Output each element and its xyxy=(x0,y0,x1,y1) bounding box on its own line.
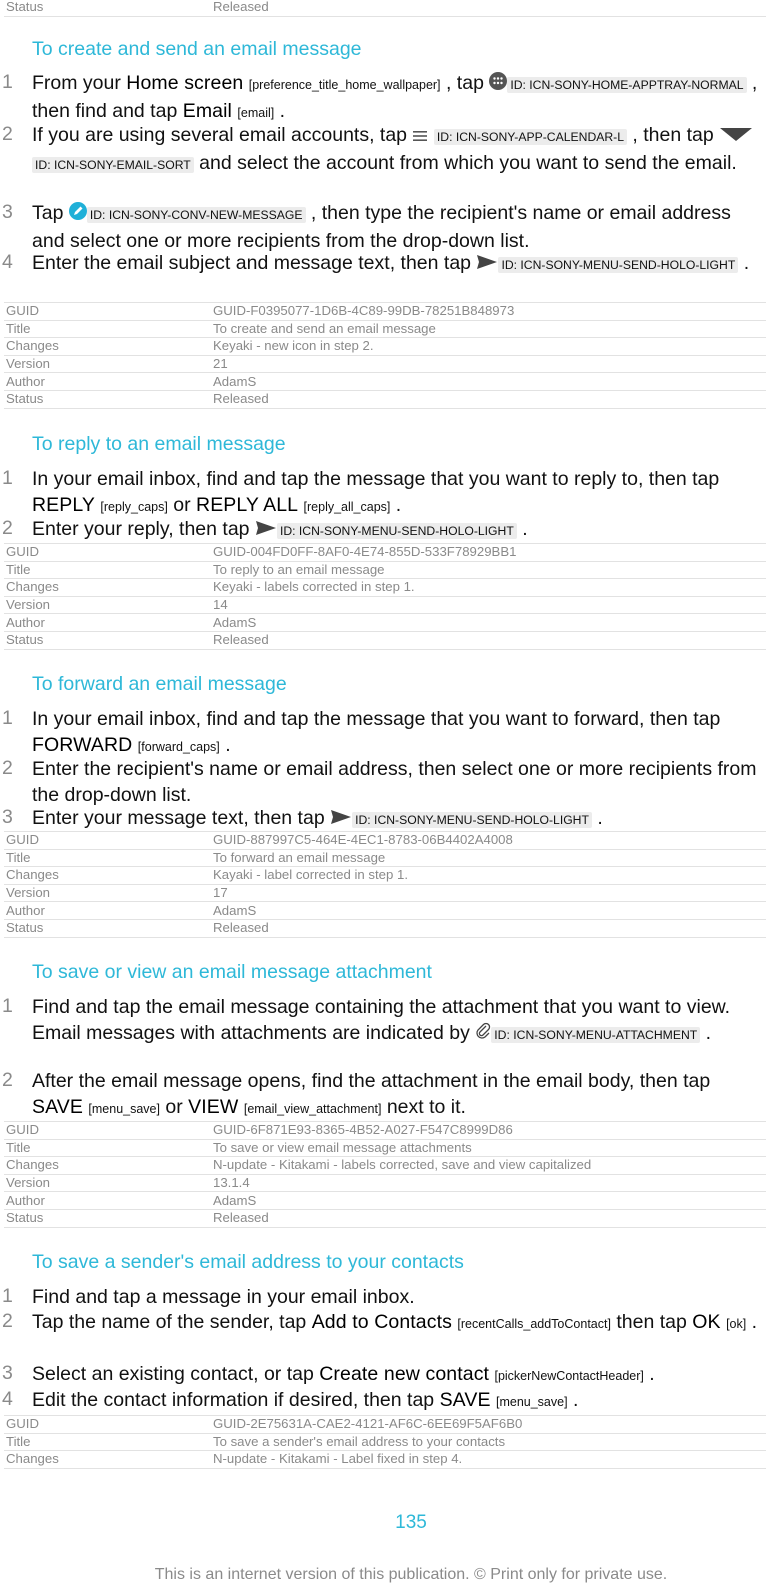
meta-key: Version xyxy=(4,884,211,902)
meta-row xyxy=(4,1174,766,1192)
meta-key: Changes xyxy=(4,579,211,597)
meta-value: 13.1.4 xyxy=(211,1174,766,1192)
ui-label: FORWARD xyxy=(32,734,133,756)
ui-label: VIEW xyxy=(188,1096,239,1118)
meta-value: AdamS xyxy=(211,1192,766,1210)
meta-value: AdamS xyxy=(211,373,766,391)
ui-label: OK xyxy=(692,1311,721,1333)
step-text: If you are using several email accounts, tap ID: ICN-SONY-APP-CALENDAR-L , then tap ID: ICN-SONY-EMAIL-SORT and select the account from which you want to send the email. xyxy=(32,122,766,178)
meta-row xyxy=(4,1209,766,1227)
string-key: [email_view_attachment] xyxy=(243,1102,382,1116)
meta-row xyxy=(4,320,766,338)
icon-id-label: ID: ICN-SONY-MENU-ATTACHMENT xyxy=(491,1027,700,1043)
meta-key: Author xyxy=(4,1192,211,1210)
meta-value: Keyaki - new icon in step 2. xyxy=(211,338,766,356)
step-number: 3 xyxy=(2,1362,13,1384)
meta-row xyxy=(4,338,766,356)
footer-note: This is an internet version of this publication. © Print only for private use. xyxy=(154,1566,668,1583)
step-number: 3 xyxy=(2,201,13,223)
string-key: [forward_caps] xyxy=(137,740,220,754)
send-icon xyxy=(476,251,498,277)
ui-label: Add to Contacts xyxy=(311,1311,452,1333)
ui-label: SAVE xyxy=(439,1389,491,1411)
meta-key: Author xyxy=(4,373,211,391)
ui-label: Create new contact xyxy=(319,1363,490,1385)
meta-key: Status xyxy=(4,0,211,16)
string-key: [reply_all_caps] xyxy=(303,500,391,514)
meta-value: GUID-004FD0FF-8AF0-4E74-855D-533F78929BB1 xyxy=(211,544,766,562)
step-text: Enter the email subject and message text, then tap ID: ICN-SONY-MENU-SEND-HOLO-LIGHT . xyxy=(32,250,766,278)
ui-label: Email xyxy=(182,100,232,122)
meta-key: Version xyxy=(4,1174,211,1192)
meta-value: To save or view email message attachments xyxy=(211,1139,766,1157)
meta-row xyxy=(4,544,766,562)
send-icon xyxy=(255,517,277,543)
attachment-icon xyxy=(475,1021,491,1047)
meta-value: 17 xyxy=(211,884,766,902)
meta-value: Released xyxy=(211,631,766,649)
meta-key: Status xyxy=(4,631,211,649)
meta-row xyxy=(4,355,766,373)
string-key: [email] xyxy=(237,106,275,120)
ui-label: REPLY xyxy=(32,494,95,516)
step-text: Find and tap the email message containing the attachment that you want to view. Email messages with attachments are indicated by ID: ICN-SONY-MENU-ATTACHMENT . xyxy=(32,994,766,1048)
meta-key: Title xyxy=(4,849,211,867)
string-key: [menu_save] xyxy=(495,1395,568,1409)
section-heading: To forward an email message xyxy=(32,673,287,695)
meta-value: Kayaki - label corrected in step 1. xyxy=(211,867,766,885)
step-number: 2 xyxy=(2,123,13,145)
section-heading: To save or view an email message attachment xyxy=(32,961,432,983)
step-number: 1 xyxy=(2,71,13,93)
string-key: [preference_title_home_wallpaper] xyxy=(248,78,441,92)
meta-key: GUID xyxy=(4,1122,211,1140)
meta-key: Status xyxy=(4,919,211,937)
meta-row xyxy=(4,1451,766,1469)
icon-id-label: ID: ICN-SONY-CONV-NEW-MESSAGE xyxy=(87,207,306,223)
meta-key: GUID xyxy=(4,303,211,321)
meta-value: To forward an email message xyxy=(211,849,766,867)
meta-value: AdamS xyxy=(211,614,766,632)
icon-id-label: ID: ICN-SONY-APP-CALENDAR-L xyxy=(434,129,627,145)
icon-id-label: ID: ICN-SONY-HOME-APPTRAY-NORMAL xyxy=(507,77,746,93)
meta-key: GUID xyxy=(4,832,211,850)
apptray-icon xyxy=(489,71,507,97)
step-text: In your email inbox, find and tap the message that you want to reply to, then tap REPLY [reply_caps] or REPLY ALL [reply_all_caps] . xyxy=(32,468,720,516)
step-text: From your Home screen [preference_title_home_wallpaper] , tap ID: ICN-SONY-HOME-APPTRAY-NORMAL , then find and tap Email [email] . xyxy=(32,72,758,122)
meta-value: AdamS xyxy=(211,902,766,920)
ui-label: REPLY ALL xyxy=(196,494,299,516)
step-number: 2 xyxy=(2,757,13,779)
meta-table xyxy=(4,831,766,938)
ui-label: SAVE xyxy=(32,1096,83,1118)
meta-row xyxy=(4,1139,766,1157)
meta-row xyxy=(4,390,766,408)
meta-row xyxy=(4,832,766,850)
step-text: Select an existing contact, or tap Create new contact [pickerNewContactHeader] . xyxy=(32,1363,655,1385)
section-heading: To save a sender's email address to your contacts xyxy=(32,1251,464,1273)
meta-row xyxy=(4,919,766,937)
step-number: 1 xyxy=(2,995,13,1017)
meta-key: GUID xyxy=(4,1416,211,1434)
meta-key: Status xyxy=(4,1209,211,1227)
icon-id-label: ID: ICN-SONY-MENU-SEND-HOLO-LIGHT xyxy=(352,812,592,828)
meta-row xyxy=(4,1433,766,1451)
meta-value: Released xyxy=(211,1209,766,1227)
step-number: 2 xyxy=(2,1310,13,1332)
meta-row xyxy=(4,631,766,649)
meta-value: Keyaki - labels corrected in step 1. xyxy=(211,579,766,597)
step-text: After the email message opens, find the attachment in the email body, then tap SAVE [menu_save] or VIEW [email_view_attachment] next to it. xyxy=(32,1070,711,1118)
meta-key: Author xyxy=(4,614,211,632)
meta-key: GUID xyxy=(4,544,211,562)
meta-key: Title xyxy=(4,1139,211,1157)
meta-key: Author xyxy=(4,902,211,920)
meta-value: GUID-887997C5-464E-4EC1-8783-06B4402A4008 xyxy=(211,832,766,850)
meta-row xyxy=(4,373,766,391)
meta-key: Changes xyxy=(4,1451,211,1469)
meta-row xyxy=(4,303,766,321)
meta-key: Title xyxy=(4,1433,211,1451)
meta-row xyxy=(4,596,766,614)
section-heading: To reply to an email message xyxy=(32,433,286,455)
meta-value: N-update - Kitakami - Label fixed in step 4. xyxy=(211,1451,766,1469)
step-number: 1 xyxy=(2,467,13,489)
step-text: Tap the name of the sender, tap Add to Contacts [recentCalls_addToContact] then tap OK [ok] . xyxy=(32,1311,758,1333)
meta-value: Released xyxy=(211,0,766,16)
meta-value: Released xyxy=(211,390,766,408)
meta-value: 14 xyxy=(211,596,766,614)
step-number: 4 xyxy=(2,1388,13,1410)
step-text: Tap ID: ICN-SONY-CONV-NEW-MESSAGE , then type the recipient's name or email address and select one or more recipients from the drop-down list. xyxy=(32,202,731,252)
ui-label: Home screen xyxy=(126,72,244,94)
step-number: 1 xyxy=(2,1285,13,1307)
meta-key: Changes xyxy=(4,338,211,356)
step-text: In your email inbox, find and tap the message that you want to forward, then tap FORWARD [forward_caps] . xyxy=(32,708,721,756)
meta-row xyxy=(4,1122,766,1140)
meta-key: Version xyxy=(4,596,211,614)
meta-value: To reply to an email message xyxy=(211,561,766,579)
meta-row xyxy=(4,849,766,867)
step-number: 4 xyxy=(2,251,13,273)
page-number: 135 xyxy=(395,1512,427,1533)
icon-id-label: ID: ICN-SONY-EMAIL-SORT xyxy=(32,157,194,173)
meta-value: GUID-F0395077-1D6B-4C89-99DB-78251B848973 xyxy=(211,303,766,321)
meta-row xyxy=(4,902,766,920)
meta-value: N-update - Kitakami - labels corrected, save and view capitalized xyxy=(211,1157,766,1175)
meta-key: Title xyxy=(4,561,211,579)
sort-triangle-icon xyxy=(719,123,753,149)
meta-key: Title xyxy=(4,320,211,338)
step-text: Enter your reply, then tap ID: ICN-SONY-MENU-SEND-HOLO-LIGHT . xyxy=(32,516,766,544)
meta-row xyxy=(4,0,766,16)
icon-id-label: ID: ICN-SONY-MENU-SEND-HOLO-LIGHT xyxy=(498,257,738,273)
meta-key: Changes xyxy=(4,1157,211,1175)
meta-row xyxy=(4,614,766,632)
meta-value: 21 xyxy=(211,355,766,373)
step-text: Enter your message text, then tap ID: ICN-SONY-MENU-SEND-HOLO-LIGHT . xyxy=(32,805,766,833)
meta-value: To save a sender's email address to your contacts xyxy=(211,1433,766,1451)
string-key: [reply_caps] xyxy=(100,500,168,514)
meta-value: To create and send an email message xyxy=(211,320,766,338)
meta-table xyxy=(4,543,766,650)
top-meta-table xyxy=(4,0,766,17)
meta-table xyxy=(4,1121,766,1228)
string-key: [ok] xyxy=(726,1317,747,1331)
meta-row xyxy=(4,1416,766,1434)
menu-lines-icon xyxy=(412,123,428,149)
meta-row xyxy=(4,884,766,902)
meta-row xyxy=(4,1157,766,1175)
meta-value: GUID-6F871E93-8365-4B52-A027-F547C8999D86 xyxy=(211,1122,766,1140)
send-icon xyxy=(330,806,352,832)
meta-key: Status xyxy=(4,390,211,408)
section-heading: To create and send an email message xyxy=(32,38,362,60)
meta-value: GUID-2E75631A-CAE2-4121-AF6C-6EE69F5AF6B0 xyxy=(211,1416,766,1434)
meta-table xyxy=(4,302,766,409)
step-text: Enter the recipient's name or email address, then select one or more recipients from the drop-down list. xyxy=(32,758,757,806)
meta-key: Changes xyxy=(4,867,211,885)
string-key: [pickerNewContactHeader] xyxy=(494,1369,644,1383)
meta-row xyxy=(4,1192,766,1210)
step-number: 3 xyxy=(2,806,13,828)
step-number: 1 xyxy=(2,707,13,729)
step-number: 2 xyxy=(2,517,13,539)
string-key: [menu_save] xyxy=(88,1102,160,1116)
meta-row xyxy=(4,867,766,885)
icon-id-label: ID: ICN-SONY-MENU-SEND-HOLO-LIGHT xyxy=(277,523,517,539)
step-text: Find and tap a message in your email inbox. xyxy=(32,1286,415,1308)
meta-key: Version xyxy=(4,355,211,373)
new-message-icon xyxy=(69,201,87,227)
meta-row xyxy=(4,561,766,579)
step-text: Edit the contact information if desired, then tap SAVE [menu_save] . xyxy=(32,1389,579,1411)
step-number: 2 xyxy=(2,1069,13,1091)
meta-table xyxy=(4,1415,766,1469)
string-key: [recentCalls_addToContact] xyxy=(457,1317,611,1331)
meta-value: Released xyxy=(211,919,766,937)
meta-row xyxy=(4,579,766,597)
